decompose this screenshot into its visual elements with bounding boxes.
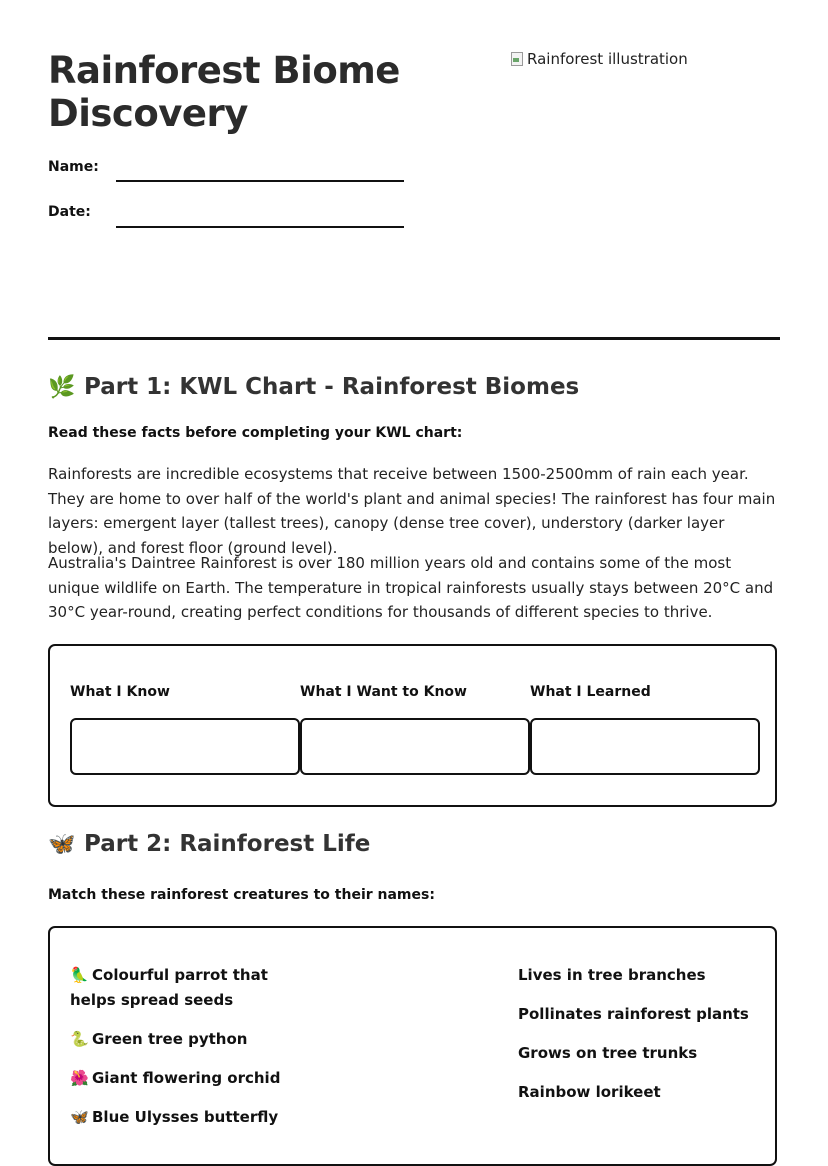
part1-paragraph-1: Rainforests are incredible ecosystems that receive between 1500-2500mm of rain each year. They are home to over half of the world's plant and animal species! The rainforest has four main layers: emergent layer (tallest trees), canopy (dense tree cover), understory (darker layer below), and forest floor (ground level). [48,465,776,557]
match-left-item[interactable]: 🦜 Colourful parrot that helps spread seeds [70,963,310,1013]
kwl-chart [48,644,777,807]
kwl-want-input[interactable] [300,718,530,775]
section-divider [48,337,780,340]
kwl-heading-know: What I Know [70,684,170,700]
kwl-heading-learned: What I Learned [530,684,651,700]
butterfly-icon: 🦋 [70,1108,89,1126]
part1-heading-text: Part 1: KWL Chart - Rainforest Biomes [84,374,580,400]
kwl-learned-input[interactable] [530,718,760,775]
leaf-icon: 🌿 [48,374,76,400]
name-line[interactable] [116,180,404,182]
flower-icon: 🌺 [70,1069,89,1087]
part2-heading-text: Part 2: Rainforest Life [84,831,371,857]
hero-image-alt-text: Rainforest illustration [527,50,688,68]
snake-icon: 🐍 [70,1030,89,1048]
part1-heading [48,374,579,400]
part1-instruction: Read these facts before completing your KWL chart: [48,425,463,441]
date-label: Date: [48,204,91,220]
part2-heading [48,831,370,857]
hero-image-placeholder [510,50,688,68]
match-left-item[interactable]: 🐍 Green tree python [70,1027,247,1052]
match-right-item[interactable]: Pollinates rainforest plants [518,1005,749,1023]
part1-paragraph-2: Australia's Daintree Rainforest is over 180 million years old and contains some of the most unique wildlife on Earth. The temperature in tropical rainforests usually stays between 20°C and 30°C year-round, creating perfect conditions for thousands of different species to thrive. [48,554,774,621]
parrot-icon: 🦜 [70,966,89,984]
date-line[interactable] [116,226,404,228]
match-right-item[interactable]: Lives in tree branches [518,966,706,984]
kwl-know-input[interactable] [70,718,300,775]
matching-box [48,926,777,1166]
match-left-item[interactable]: 🦋 Blue Ulysses butterfly [70,1105,278,1130]
match-right-item[interactable]: Rainbow lorikeet [518,1083,661,1101]
match-left-item[interactable]: 🌺 Giant flowering orchid [70,1066,280,1091]
butterfly-icon: 🦋 [48,831,76,857]
broken-image-icon [510,51,524,67]
kwl-heading-want: What I Want to Know [300,684,467,700]
match-right-item[interactable]: Grows on tree trunks [518,1044,698,1062]
name-label: Name: [48,159,99,175]
page-title: Rainforest Biome Discovery [48,49,400,135]
part2-instruction: Match these rainforest creatures to their names: [48,887,435,903]
